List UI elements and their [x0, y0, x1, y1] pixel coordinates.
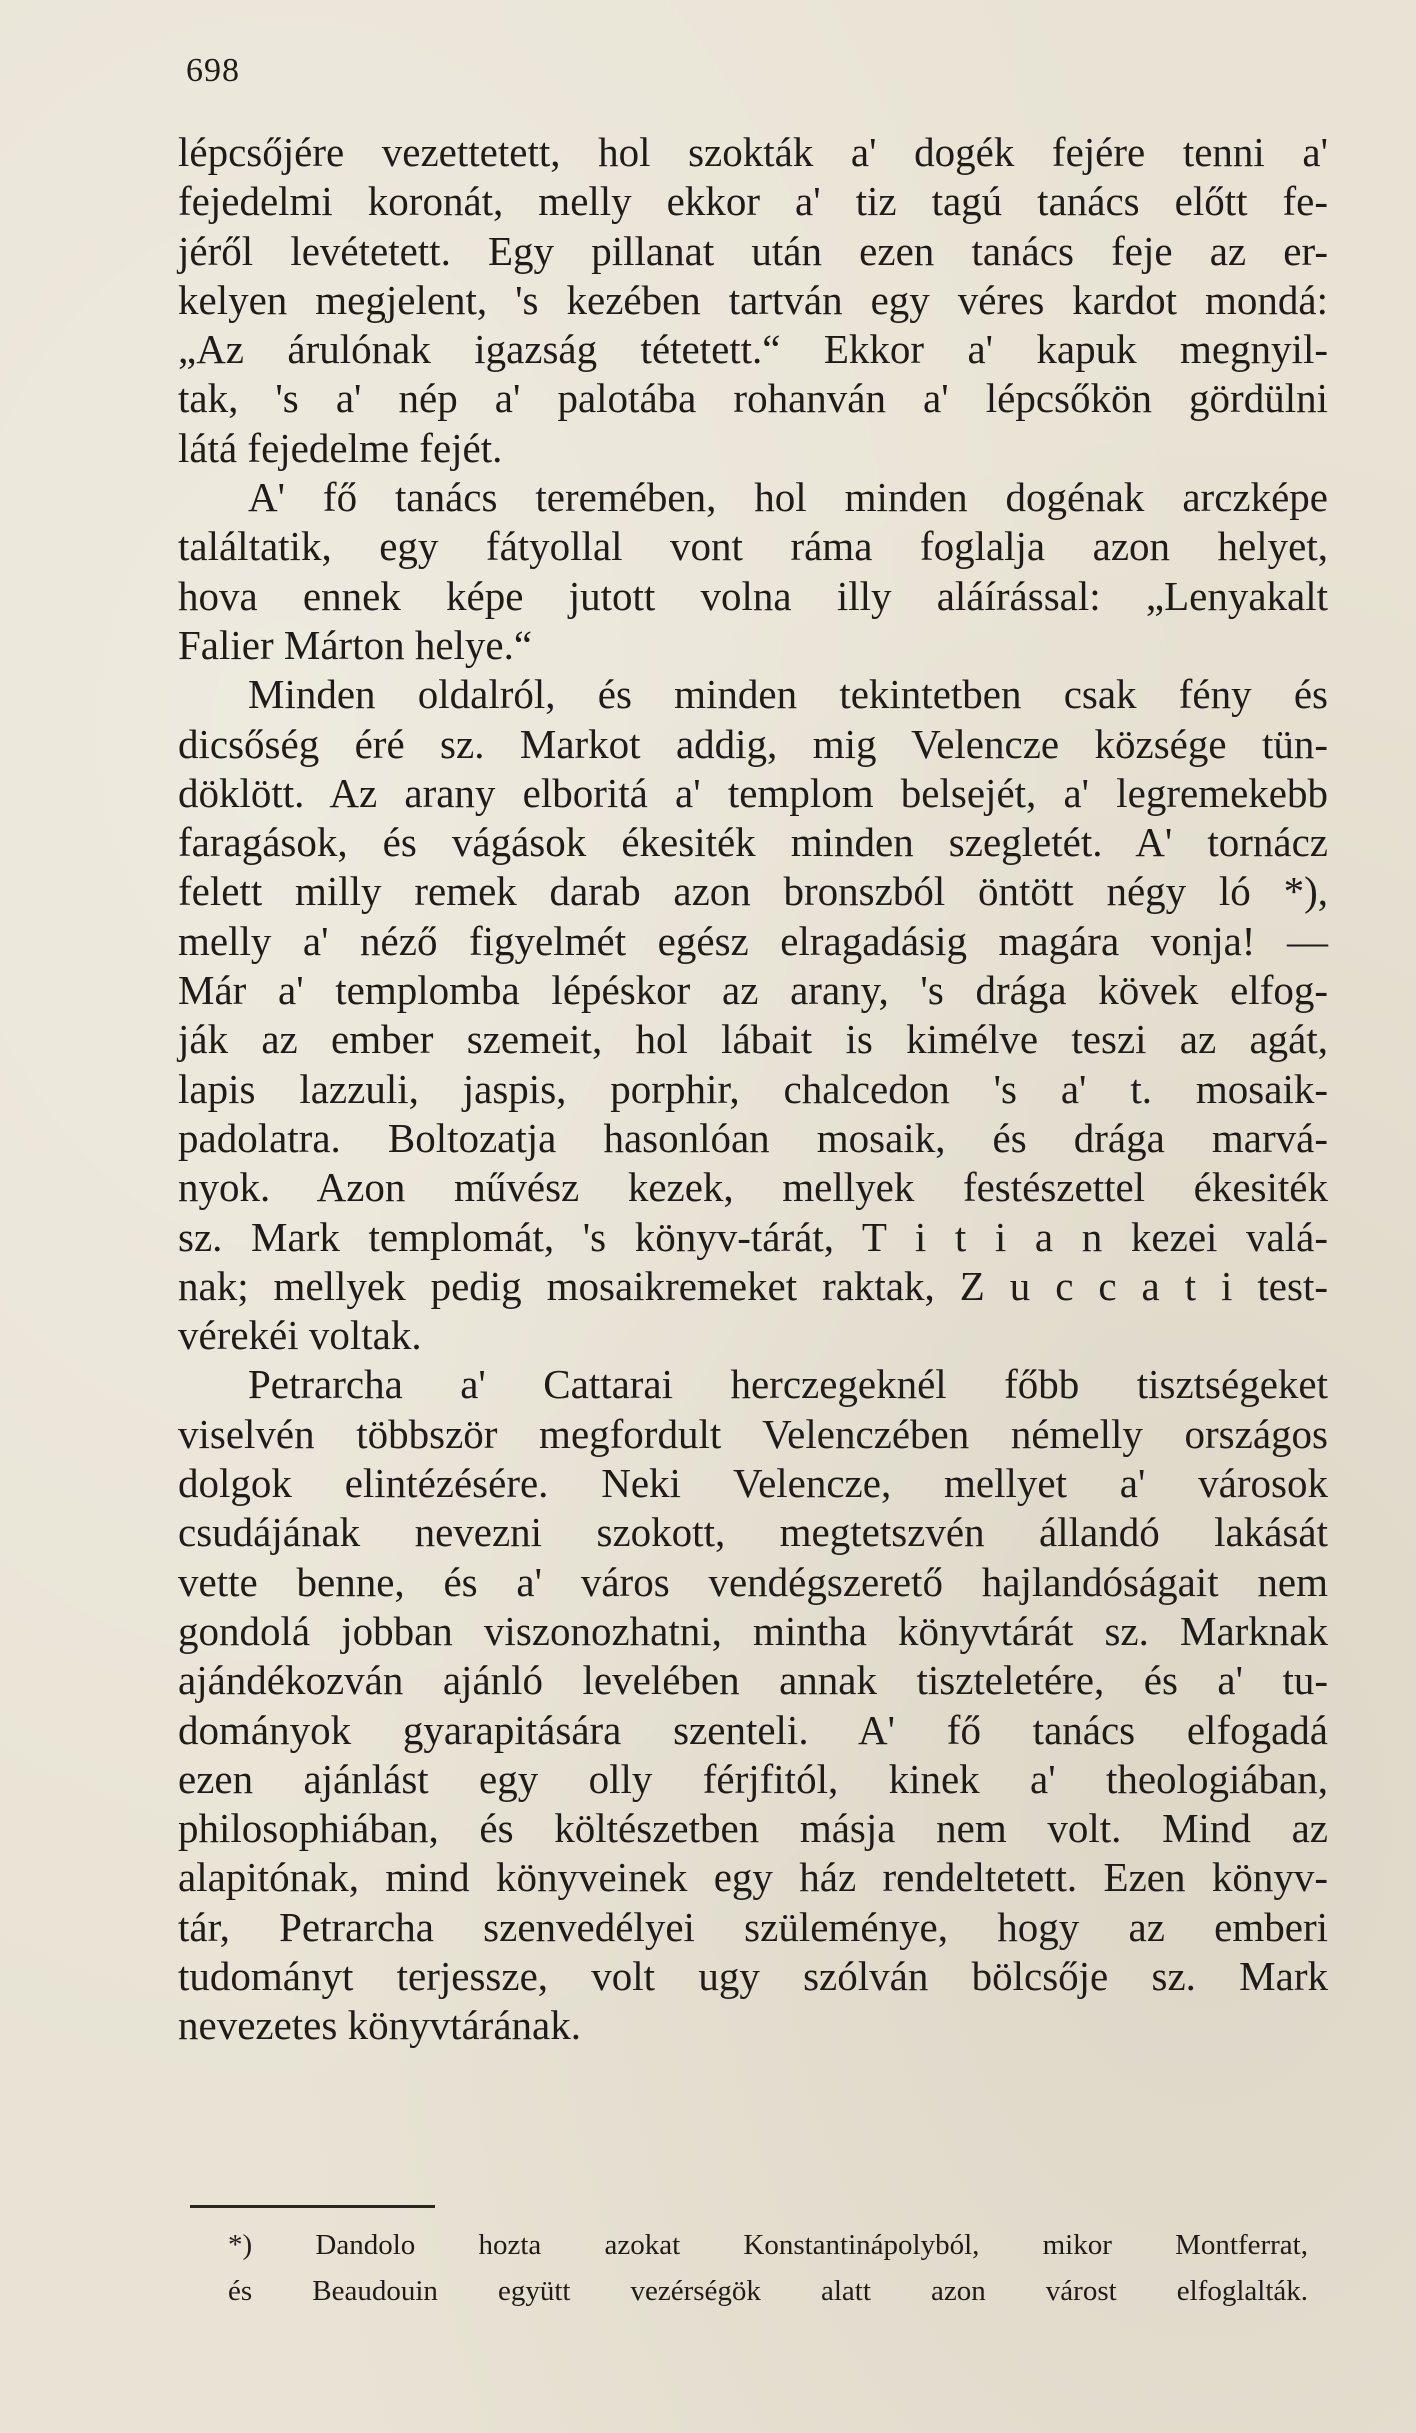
text-line: melly a' néző figyelmét egész elragadásig magára vonja! —	[178, 917, 1328, 964]
text-line: felett milly remek darab azon bronszból öntött négy ló *),	[178, 868, 1328, 915]
paragraph-2	[178, 473, 1328, 670]
text-line: dományok gyarapitására szenteli. A' fő tanács elfogadá	[178, 1706, 1328, 1753]
text-line: nevezetes könyvtárának.	[178, 2002, 581, 2049]
text-line: Falier Márton helye.“	[178, 621, 533, 668]
text-line: látá fejedelme fejét.	[178, 424, 503, 471]
paragraph-3	[178, 670, 1328, 1360]
text-line: Minden oldalról, és minden tekintetben csak fény és	[248, 671, 1328, 718]
text-line: találtatik, egy fátyollal vont ráma foglalja azon helyet,	[178, 523, 1328, 570]
page-number: 698	[186, 52, 240, 89]
text-line: gondolá jobban viszonozhatni, mintha könyvtárát sz. Marknak	[178, 1607, 1328, 1654]
text-line: jéről levétetett. Egy pillanat után ezen tanács feje az er-	[178, 227, 1328, 274]
text-line: viselvén többször megfordult Velenczében némelly országos	[178, 1410, 1328, 1457]
text-line: alapitónak, mind könyveinek egy ház rendeltetett. Ezen könyv-	[178, 1854, 1328, 1901]
paragraph-4	[178, 1360, 1328, 2050]
text-line: lépcsőjére vezettetett, hol szokták a' dogék fejére tenni a'	[178, 129, 1328, 175]
text-line: tudományt terjessze, volt ugy szólván bölcsője sz. Mark	[178, 1952, 1328, 1999]
text-line: nak; mellyek pedig mosaikremeket raktak, Z u c c a t i test-	[178, 1262, 1328, 1309]
text-line: Petrarcha a' Cattarai herczegeknél főbb tisztségeket	[248, 1361, 1328, 1408]
footnote	[228, 2222, 1308, 2314]
text-line: padolatra. Boltozatja hasonlóan mosaik, és drága marvá-	[178, 1114, 1328, 1161]
text-line: nyok. Azon művész kezek, mellyek festészettel ékesiték	[178, 1164, 1328, 1211]
text-line: dicsőség éré sz. Markot addig, mig Velencze községe tün-	[178, 720, 1328, 767]
text-line: ezen ajánlást egy olly férjfitól, kinek a' theologiában,	[178, 1755, 1328, 1802]
body-text	[178, 128, 1328, 2051]
text-line: ajándékozván ajánló levelében annak tiszteletére, és a' tu-	[178, 1657, 1328, 1704]
footnote-line: *) Dandolo hozta azokat Konstantinápolyból, mikor Montferrat,	[228, 2229, 1308, 2261]
text-line: dolgok elintézésére. Neki Velencze, mellyet a' városok	[178, 1460, 1328, 1507]
text-line: kelyen megjelent, 's kezében tartván egy véres kardot mondá:	[178, 276, 1328, 323]
text-line: „Az árulónak igazság tétetett.“ Ekkor a' kapuk megnyil-	[178, 326, 1328, 373]
text-line: lapis lazzuli, jaspis, porphir, chalcedon 's a' t. mosaik-	[178, 1065, 1328, 1112]
text-line: ják az ember szemeit, hol lábait is kimélve teszi az agát,	[178, 1016, 1328, 1063]
text-line: sz. Mark templomát, 's könyv-tárát, T i t i a n kezei valá-	[178, 1213, 1328, 1260]
paragraph-1	[178, 128, 1328, 473]
text-line: faragások, és vágások ékesiték minden szegletét. A' tornácz	[178, 819, 1328, 866]
text-line: philosophiában, és költészetben másja nem volt. Mind az	[178, 1805, 1328, 1852]
text-line: fejedelmi koronát, melly ekkor a' tiz tagú tanács előtt fe-	[178, 178, 1328, 225]
footnote-divider	[190, 2205, 435, 2208]
text-line: Már a' templomba lépéskor az arany, 's drága kövek elfog-	[178, 967, 1328, 1014]
text-line: döklött. Az arany elboritá a' templom belsejét, a' legremekebb	[178, 769, 1328, 816]
text-line: A' fő tanács teremében, hol minden dogénak arczképe	[248, 474, 1328, 521]
text-line: vérekéi voltak.	[178, 1312, 422, 1359]
text-line: csudájának nevezni szokott, megtetszvén állandó lakását	[178, 1509, 1328, 1556]
text-line: vette benne, és a' város vendégszerető hajlandóságait nem	[178, 1558, 1328, 1605]
text-line: tak, 's a' nép a' palotába rohanván a' lépcsőkön gördülni	[178, 375, 1328, 422]
footnote-line: és Beaudouin együtt vezérségök alatt azon várost elfoglalták.	[228, 2275, 1308, 2307]
text-line: tár, Petrarcha szenvedélyei szüleménye, hogy az emberi	[178, 1903, 1328, 1950]
text-line: hova ennek képe jutott volna illy aláírással: „Lenyakalt	[178, 572, 1328, 619]
